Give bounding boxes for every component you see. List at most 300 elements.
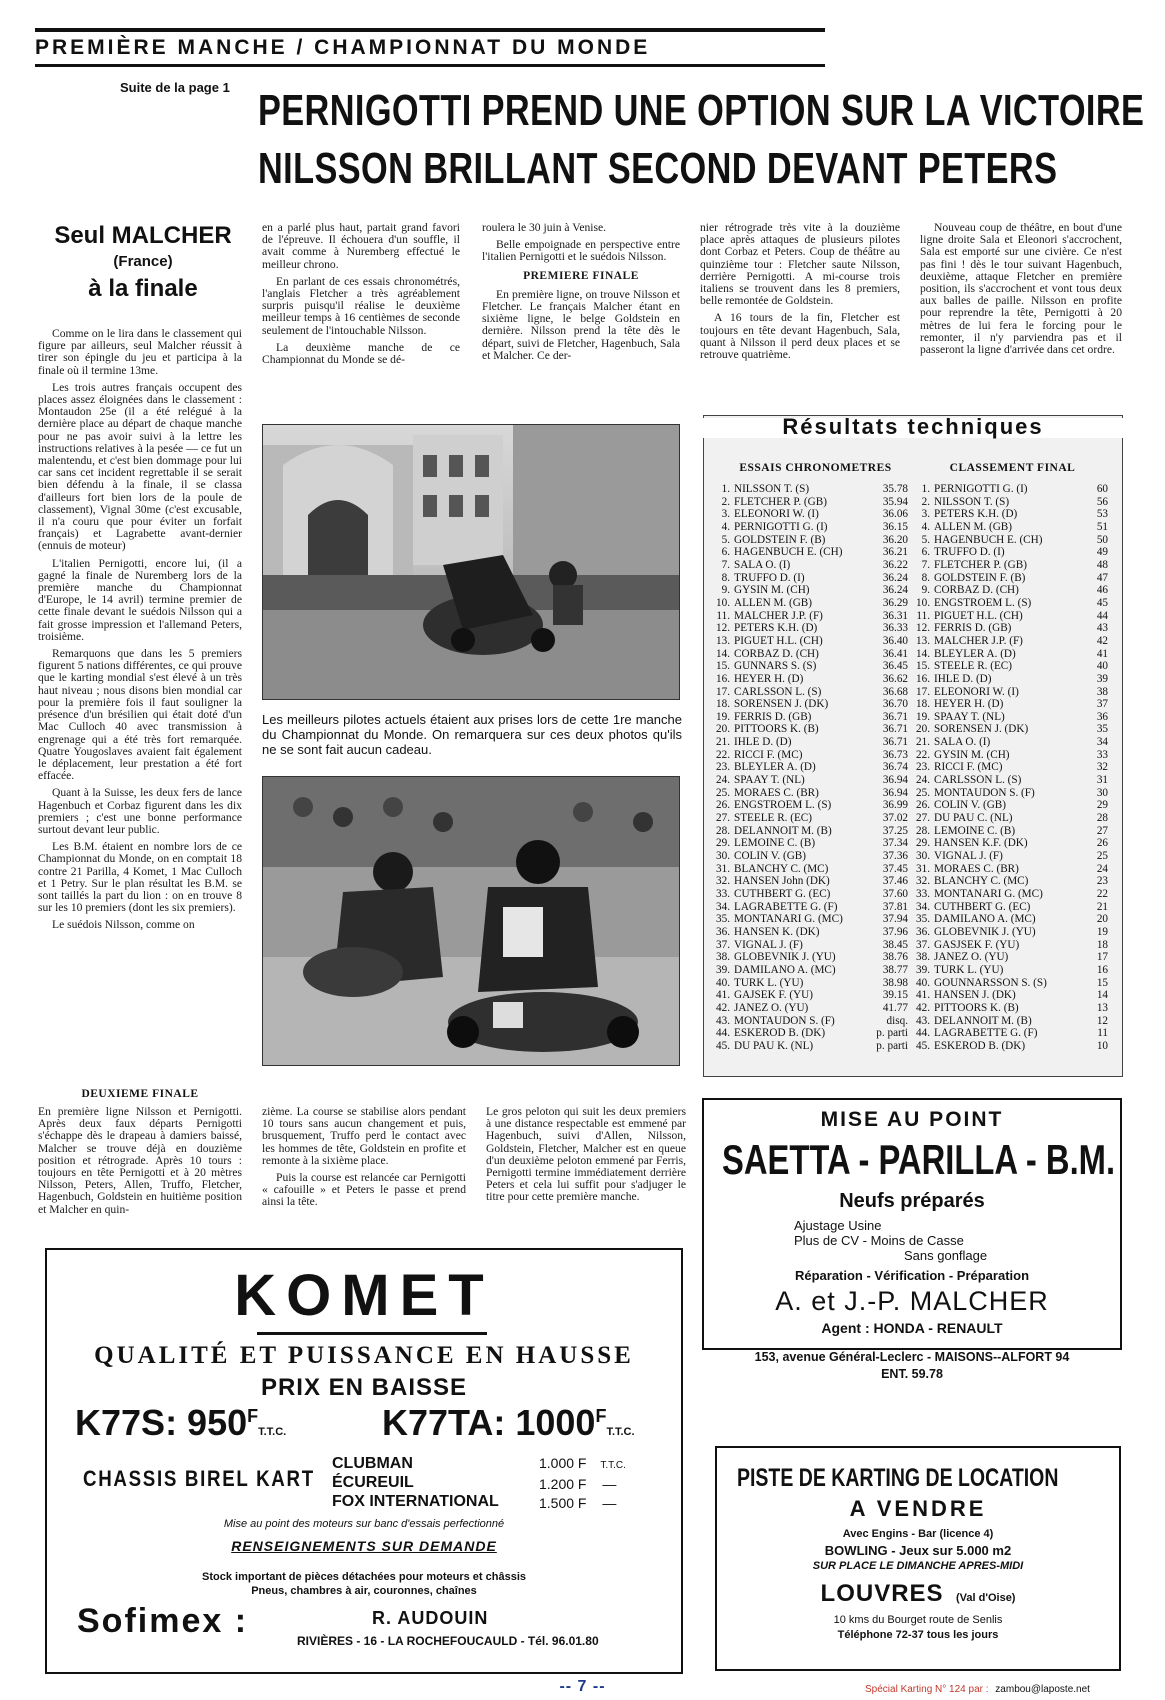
header-top-rule [35, 28, 825, 32]
result-value: 56 [1096, 495, 1108, 508]
result-rank: 31. [716, 862, 730, 875]
result-rank: 3. [921, 508, 930, 521]
result-driver: GOUNNARSSON S. (S) [934, 976, 1047, 989]
result-rank: 8. [921, 571, 930, 584]
race-photo-1-drawing [263, 425, 680, 700]
result-rank: 16. [716, 672, 730, 685]
result-value: 36.94 [882, 774, 908, 787]
paragraph: Belle empoignade en perspective entre l'italien Pernigotti et le suédois Nilsson. [482, 238, 680, 264]
article-column-4 [700, 222, 900, 366]
result-driver: BLEYLER A. (D) [934, 647, 1016, 660]
paragraph: Quant à la Suisse, les deux fers de lance Hagenbuch et Corbaz figurent dans les dix premiers ; c'est une bonne performance surtout devant leur public. [38, 786, 242, 836]
result-value: 38.45 [882, 938, 908, 951]
result-rank: 9. [721, 584, 730, 597]
result-row [712, 977, 908, 990]
result-row [712, 546, 908, 559]
result-value: 37.36 [882, 850, 908, 863]
result-driver: PETERS K.H. (D) [934, 508, 1018, 521]
result-rank: 12. [916, 622, 930, 635]
result-row [712, 799, 908, 812]
result-row [712, 559, 908, 572]
article-column-1 [38, 328, 242, 937]
result-rank: 35. [716, 913, 730, 926]
result-row [912, 546, 1108, 559]
result-row [712, 711, 908, 724]
final-results-list [912, 483, 1108, 1053]
result-driver: ESKEROD B. (DK) [734, 1027, 826, 1040]
komet-slogan-2: PRIX EN BAISSE [260, 1374, 468, 1401]
result-driver: SALA O. (I) [734, 558, 791, 571]
paragraph: Remarquons que dans les 5 premiers figurent 5 nations différentes, ce qui prouve que le karting mondial s'est élevé à un très haut niveau ; nous disons bien mondial car pour la première fois il faut souligner la présence d'un brésilien qui était doté d'un Mac Culloch 40 avec transmission à engrenage qui a été très fort remarquée. Quatre Yougoslaves avaient fait également le déplacement, leur prestation a été fort effacée. [38, 647, 242, 783]
result-value: 36.22 [882, 558, 908, 571]
result-value: 37 [1096, 698, 1108, 711]
result-value: 25 [1096, 850, 1108, 863]
result-driver: GOLDSTEIN F. (B) [734, 533, 826, 546]
result-rank: 15. [716, 660, 730, 673]
komet-slogan-1: QUALITÉ ET PUISSANCE EN HAUSSE [94, 1342, 634, 1369]
result-driver: GOLDSTEIN F. (B) [934, 571, 1026, 584]
result-value: p. parti [876, 1039, 908, 1052]
result-row [712, 888, 908, 901]
result-row [912, 572, 1108, 585]
result-rank: 34. [716, 900, 730, 913]
result-driver: HANSEN J. (DK) [934, 989, 1016, 1002]
result-driver: BLEYLER A. (D) [734, 761, 816, 774]
result-row [912, 913, 1108, 926]
result-driver: NILSSON T. (S) [734, 483, 810, 495]
result-row [912, 888, 1108, 901]
stock-line-1: Stock important de pièces détachées pour moteurs et châssis [202, 1571, 526, 1583]
result-rank: 17. [916, 685, 930, 698]
result-driver: ELEONORI W. (I) [934, 685, 1019, 698]
result-row [912, 989, 1108, 1002]
result-driver: PITTOORS K. (B) [934, 1001, 1019, 1014]
price-fox: 1.500 F [539, 1495, 587, 1511]
result-row [712, 837, 908, 850]
result-rank: 22. [716, 748, 730, 761]
footer-credit [865, 1684, 1090, 1695]
town-dept: (Val d'Oise) [956, 1592, 1016, 1604]
result-row [912, 774, 1108, 787]
result-row [712, 901, 908, 914]
piste-line-4: 10 kms du Bourget route de Senlis [833, 1614, 1003, 1626]
result-value: 46 [1096, 584, 1108, 597]
result-rank: 35. [916, 913, 930, 926]
result-driver: MORAES C. (BR) [934, 862, 1019, 875]
result-row [712, 1027, 908, 1040]
malcher-title-line-3: à la finale [88, 275, 198, 302]
malcher-address: 153, avenue Général-Leclerc - MAISONS--ALFORT 94 [754, 1350, 1070, 1364]
result-rank: 28. [716, 824, 730, 837]
paragraph: A 16 tours de la fin, Fletcher est toujours en tête devant Hagenbuch, Sala, quant à Nilsson il perd deux places et se retrouve quatrième. [700, 311, 900, 362]
price-row [539, 1494, 626, 1513]
result-value: 14 [1096, 989, 1108, 1002]
result-driver: JANEZ O. (YU) [734, 1001, 809, 1014]
result-rank: 18. [916, 698, 930, 711]
result-driver: PERNIGOTTI G. (I) [934, 483, 1028, 495]
result-rank: 20. [716, 723, 730, 736]
result-driver: TRUFFO D. (I) [934, 546, 1005, 559]
result-driver: NILSSON T. (S) [934, 495, 1010, 508]
result-row [712, 989, 908, 1002]
result-rank: 27. [716, 812, 730, 825]
result-driver: FLETCHER P. (GB) [734, 495, 827, 508]
result-value: 37.60 [882, 888, 908, 900]
result-row [912, 850, 1108, 863]
result-rank: 21. [916, 736, 930, 749]
result-row [912, 977, 1108, 990]
article-column-2 [262, 222, 460, 371]
result-rank: 32. [916, 875, 930, 888]
result-value: 21 [1096, 900, 1108, 913]
result-value: 28 [1096, 812, 1108, 825]
malcher-phone: ENT. 59.78 [881, 1367, 943, 1381]
paragraph: En première ligne, on trouve Nilsson et Fletcher. Le français Malcher étant en sixième ligne, le belge Goldstein en dernière. Nilsson prend la tête dès le départ, suivi de Fletcher, Hagenbuch, Sala et Malcher. Ce der- [482, 287, 680, 362]
result-rank: 16. [916, 672, 930, 685]
result-value: 37.81 [882, 900, 908, 913]
price-row [539, 1475, 626, 1494]
model-k77s: K77S [75, 1402, 166, 1443]
result-rank: 45. [916, 1039, 930, 1052]
result-driver: TURK L. (YU) [734, 976, 804, 989]
result-row [712, 875, 908, 888]
result-value: 35 [1096, 723, 1108, 736]
result-row [912, 698, 1108, 711]
result-driver: RICCI F. (MC) [734, 748, 803, 761]
result-value: 36.41 [882, 647, 908, 660]
result-rank: 17. [716, 685, 730, 698]
result-row [712, 572, 908, 585]
result-row [912, 635, 1108, 648]
result-value: 51 [1096, 520, 1108, 533]
result-driver: ESKEROD B. (DK) [934, 1039, 1026, 1052]
result-value: 16 [1096, 963, 1108, 976]
result-rank: 4. [721, 520, 730, 533]
result-rank: 38. [916, 951, 930, 964]
result-row [712, 825, 908, 838]
model-k77ta: K77TA [382, 1402, 494, 1443]
result-row [912, 723, 1108, 736]
result-driver: COLIN V. (GB) [934, 799, 1006, 812]
result-value: 36.21 [882, 546, 908, 559]
result-value: 37.34 [882, 837, 908, 850]
paragraph: nier rétrograde très vite à la douzième place après attaques de plusieurs pilotes dont Corbaz et Peters. Coup de théâtre au quinzième tour : Fletcher saute Nilsson, derrière Pernigotti. A mi-course trois italiens se trouvent dans les 8 premiers, belle remontée de Goldstein. [700, 221, 900, 308]
result-driver: SPAAY T. (NL) [734, 774, 805, 787]
result-driver: DAMILANO A. (MC) [934, 913, 1036, 926]
result-rank: 25. [916, 786, 930, 799]
result-rank: 32. [716, 875, 730, 888]
malcher-features [794, 1218, 987, 1263]
result-value: 50 [1096, 533, 1108, 546]
result-rank: 1. [721, 483, 730, 495]
result-rank: 14. [916, 647, 930, 660]
result-rank: 42. [716, 1001, 730, 1014]
result-value: 34 [1096, 736, 1108, 749]
race-photo-2-drawing [263, 777, 680, 1066]
result-row [912, 660, 1108, 673]
result-row [912, 736, 1108, 749]
result-value: 37.25 [882, 824, 908, 837]
malcher-advertisement [702, 1098, 1122, 1350]
race-photo-2 [262, 776, 680, 1066]
photo-caption: Les meilleurs pilotes actuels étaient aux prises lors de cette 1re manche du Championnat du Monde. On remarquera sur ces deux photos qu'ils ne se sont fait aucun cadeau. [262, 712, 682, 757]
classement-header: CLASSEMENT FINAL [949, 462, 1076, 474]
feature-line-3: Sans gonflage [904, 1248, 988, 1263]
result-rank: 5. [921, 533, 930, 546]
komet-k77ta-price [382, 1402, 635, 1444]
result-value: p. parti [876, 1027, 908, 1040]
result-driver: LAGRABETTE G. (F) [734, 900, 838, 913]
result-row [712, 951, 908, 964]
result-value: 48 [1096, 558, 1108, 571]
result-rank: 23. [716, 761, 730, 774]
result-value: 17 [1096, 951, 1108, 964]
result-row [912, 951, 1108, 964]
result-driver: GYSIN M. (CH) [934, 748, 1010, 761]
headline-line-1: PERNIGOTTI PREND UNE OPTION SUR LA VICTOIRE [258, 86, 1145, 135]
result-driver: SORENSEN J. (DK) [734, 698, 829, 711]
result-value: 24 [1096, 862, 1108, 875]
result-rank: 18. [716, 698, 730, 711]
result-value: 38 [1096, 685, 1108, 698]
result-rank: 6. [921, 546, 930, 559]
result-rank: 27. [916, 812, 930, 825]
result-value: 42 [1096, 634, 1108, 647]
feature-line-2: Plus de CV - Moins de Casse [794, 1233, 964, 1248]
result-row [912, 648, 1108, 661]
paragraph: Le gros peloton qui suit les deux premiers à une distance respectable est emmené par Hagenbuch, suivi d'Allen, Nilsson, Goldstein, Fletcher, Malcher est en queue d'un deuxième peloton emmené par Ferris, Pernigotti termine immédiatement derrière Peters et cela lui suffit pour s'adjuger le titre pour cette première manche. [486, 1105, 686, 1204]
result-row [712, 635, 908, 648]
result-row [712, 926, 908, 939]
result-row [912, 812, 1108, 825]
result-value: 37.46 [882, 875, 908, 888]
result-rank: 25. [716, 786, 730, 799]
result-driver: IHLE D. (D) [734, 736, 792, 749]
essais-results-list [712, 483, 908, 1053]
result-rank: 24. [916, 774, 930, 787]
result-driver: PERNIGOTTI G. (I) [734, 520, 828, 533]
result-rank: 5. [721, 533, 730, 546]
result-driver: LEMOINE C. (B) [734, 837, 816, 850]
result-driver: CORBAZ D. (CH) [934, 584, 1019, 597]
result-value: 36.06 [882, 508, 908, 521]
result-driver: DU PAU K. (NL) [734, 1039, 814, 1052]
result-driver: CARLSSON L. (S) [734, 685, 822, 698]
result-rank: 29. [716, 837, 730, 850]
feature-line-1: Ajustage Usine [794, 1218, 882, 1233]
result-driver: MONTAUDON S. (F) [734, 1014, 835, 1027]
result-rank: 44. [716, 1027, 730, 1040]
result-driver: SORENSEN J. (DK) [934, 723, 1029, 736]
result-row [912, 610, 1108, 623]
result-driver: ENGSTROEM L. (S) [934, 596, 1032, 609]
result-value: 37.94 [882, 913, 908, 926]
result-rank: 19. [916, 710, 930, 723]
price-k77ta: : 1000 [493, 1402, 596, 1443]
result-rank: 28. [916, 824, 930, 837]
result-rank: 33. [916, 888, 930, 900]
result-row [912, 825, 1108, 838]
result-driver: ELEONORI W. (I) [734, 508, 819, 521]
result-value: 36.99 [882, 799, 908, 812]
result-driver: CUTHBERT G. (EC) [934, 900, 1031, 913]
result-value: 36.29 [882, 596, 908, 609]
paragraph: roulera le 30 juin à Venise. [482, 221, 607, 234]
result-rank: 22. [916, 748, 930, 761]
result-rank: 37. [716, 938, 730, 951]
result-row [912, 837, 1108, 850]
result-value: 36.40 [882, 634, 908, 647]
result-value: 15 [1096, 976, 1108, 989]
result-rank: 43. [916, 1014, 930, 1027]
result-rank: 44. [916, 1027, 930, 1040]
result-row [712, 913, 908, 926]
result-value: 36.15 [882, 520, 908, 533]
paragraph: Comme on le lira dans le classement qui figure par ailleurs, seul Malcher réussit à tirer son épingle du jeu et participa à la finale où il termine 13me. [38, 327, 242, 377]
result-driver: CORBAZ D. (CH) [734, 647, 819, 660]
result-driver: ENGSTROEM L. (S) [734, 799, 832, 812]
bottom-column-1 [38, 1106, 242, 1221]
result-value: 36.73 [882, 748, 908, 761]
result-row [712, 648, 908, 661]
result-row [912, 597, 1108, 610]
price-unit: F [595, 1406, 607, 1426]
result-rank: 13. [716, 634, 730, 647]
result-rank: 36. [916, 925, 930, 938]
result-rank: 19. [716, 710, 730, 723]
mise-au-point-title: MISE AU POINT [820, 1108, 1004, 1131]
result-driver: SALA O. (I) [934, 736, 991, 749]
result-row [712, 521, 908, 534]
result-value: 35.94 [882, 495, 908, 508]
malcher-name: A. et J.-P. MALCHER [775, 1286, 1049, 1316]
result-driver: DELANNOIT M. (B) [934, 1014, 1032, 1027]
result-row [912, 1040, 1108, 1053]
result-value: 36.31 [882, 609, 908, 622]
result-row [912, 673, 1108, 686]
result-value: 38.98 [882, 976, 908, 989]
piste-line-3: SUR PLACE LE DIMANCHE APRES-MIDI [812, 1560, 1024, 1572]
result-row [912, 1015, 1108, 1028]
result-row [712, 1040, 908, 1053]
result-row [912, 496, 1108, 509]
price-ttc: T.T.C. [258, 1426, 287, 1438]
result-row [712, 496, 908, 509]
result-value: 37.02 [882, 812, 908, 825]
result-driver: PITTOORS K. (B) [734, 723, 819, 736]
result-row [912, 749, 1108, 762]
result-rank: 42. [916, 1001, 930, 1014]
result-rank: 3. [721, 508, 730, 521]
result-rank: 2. [921, 495, 930, 508]
option-fox: FOX INTERNATIONAL [332, 1493, 499, 1510]
saetta-parilla-brands: SAETTA - PARILLA - B.M. [722, 1136, 1116, 1183]
stock-line-2: Pneus, chambres à air, couronnes, chaînes [251, 1585, 477, 1597]
continued-from: Suite de la page 1 [120, 80, 230, 95]
result-value: 11 [1097, 1027, 1108, 1040]
result-row [712, 698, 908, 711]
result-row [912, 939, 1108, 952]
result-driver: MONTANARI G. (MC) [934, 888, 1043, 900]
result-driver: TURK L. (YU) [934, 963, 1004, 976]
result-row [912, 787, 1108, 800]
result-driver: COLIN V. (GB) [734, 850, 806, 863]
price-dash: — [602, 1495, 617, 1511]
result-row [912, 1002, 1108, 1015]
result-rank: 6. [721, 546, 730, 559]
result-rank: 36. [716, 925, 730, 938]
price-dash: — [602, 1476, 617, 1492]
result-rank: 40. [916, 976, 930, 989]
result-driver: GLOBEVNIK J. (YU) [934, 925, 1036, 938]
result-row [912, 901, 1108, 914]
result-row [712, 812, 908, 825]
result-row [912, 799, 1108, 812]
paragraph: Les trois autres français occupent des places assez éloignées dans le classement : Montaudon 25e (il a été relégué à la dernière place au départ de chaque manche pour ne pas avoir suivi à la lettre les instructions relatives à la pesée — ce fut un malentendu, et c'est bien dommage pour lui car sans cet incident regrettable il se serait bien défendu à la finale, il se classa d'ailleurs fort bien lors de la poule de classement), Vignal 30me (c'est excusable, il n'a couru que pour éviter un forfait français) et Lagrabette avant-dernier (ennuis de moteur) [38, 380, 242, 553]
price-row [539, 1454, 626, 1475]
credit-text: Spécial Karting N° 124 par : [865, 1684, 989, 1695]
result-driver: HAGENBUCH E. (CH) [934, 533, 1043, 546]
result-rank: 12. [716, 622, 730, 635]
result-driver: FERRIS D. (GB) [934, 622, 1012, 635]
result-row [912, 559, 1108, 572]
result-row [712, 863, 908, 876]
result-rank: 10. [916, 596, 930, 609]
result-row [712, 610, 908, 623]
result-row [712, 774, 908, 787]
result-rank: 39. [916, 963, 930, 976]
paragraph: En parlant de ces essais chronométrés, l'anglais Fletcher a très agréablement surpris puisqu'il réalise le deuxième meilleur temps à 16 centièmes de seconde seulement de l'intouchable Nilsson. [262, 274, 460, 337]
result-value: 32 [1096, 761, 1108, 774]
result-row [712, 1015, 908, 1028]
page-number: -- 7 -- [559, 1678, 606, 1695]
result-rank: 9. [921, 584, 930, 597]
paragraph: Nouveau coup de théâtre, en bout d'une ligne droite Sala et Eleonori s'accrochent, Sala est emporté sur une civière. Ce n'est pas fini ! dès le tour suivant Hagenbuch, deuxième, attaque Fletcher en première position, ils s'accrochent et vont tous deux aux balles de paille. Nilsson en profite pour reprendre la tête, Pernigotti à 20 mètres de lui fera le forcing pour le remonter, il n'y parviendra pas et il passeront la ligne d'arrivée dans cet ordre. [920, 221, 1122, 357]
paragraph: En première ligne Nilsson et Pernigotti. Après deux faux départs Pernigotti s'échappe dès le drapeau à damiers baissé, Malcher se trouve déjà en douzième position et rétrograde. Après 10 tours : toujours en tête Pernigotti et à 20 mètres Nilsson, Peters, Allen, Truffo, Fletcher, Hagenbuch, Goldstein en huitième position et Malcher en quin- [38, 1105, 242, 1216]
piste-advertisement [715, 1446, 1121, 1671]
result-driver: BLANCHY C. (MC) [934, 875, 1029, 888]
price-k77s: : 950 [165, 1402, 248, 1443]
result-driver: FERRIS D. (GB) [734, 710, 812, 723]
result-driver: PETERS K.H. (D) [734, 622, 818, 635]
result-value: 36.20 [882, 533, 908, 546]
article-column-3 [482, 222, 680, 367]
result-value: 41 [1096, 647, 1108, 660]
piste-line-1: Avec Engins - Bar (licence 4) [842, 1528, 994, 1540]
result-rank: 15. [916, 660, 930, 673]
result-driver: GASJSEK F. (YU) [934, 938, 1020, 951]
result-driver: STEELE R. (EC) [734, 812, 812, 825]
result-row [912, 1027, 1108, 1040]
result-driver: DAMILANO A. (MC) [734, 963, 836, 976]
result-value: 36.70 [882, 698, 908, 711]
paragraph: Le suédois Nilsson, comme on [52, 918, 195, 932]
bottom-column-3 [486, 1106, 686, 1209]
option-ecureuil: ÉCUREUIL [332, 1474, 414, 1491]
result-rank: 41. [716, 989, 730, 1002]
result-driver: VIGNAL J. (F) [734, 938, 803, 951]
result-driver: PIGUET H.L. (CH) [934, 609, 1023, 622]
result-value: 10 [1096, 1039, 1108, 1052]
paragraph: Les B.M. étaient en nombre lors de ce Championnat du Monde, on en comptait 18 contre 21 Parilla, 4 Komet, 1 Mac Culloch et 1 Petry. Sur le plan résultat les B.M. se sont taillés la part du lion : on en trouve 8 sur les 10 premiers (dont les six premiers). [38, 840, 242, 915]
result-driver: LAGRABETTE G. (F) [934, 1027, 1038, 1040]
result-value: 60 [1096, 483, 1108, 495]
result-driver: GAJSEK F. (YU) [734, 989, 813, 1002]
result-driver: DELANNOIT M. (B) [734, 824, 832, 837]
result-driver: LEMOINE C. (B) [934, 824, 1016, 837]
result-value: 12 [1096, 1014, 1108, 1027]
result-value: 19 [1096, 925, 1108, 938]
